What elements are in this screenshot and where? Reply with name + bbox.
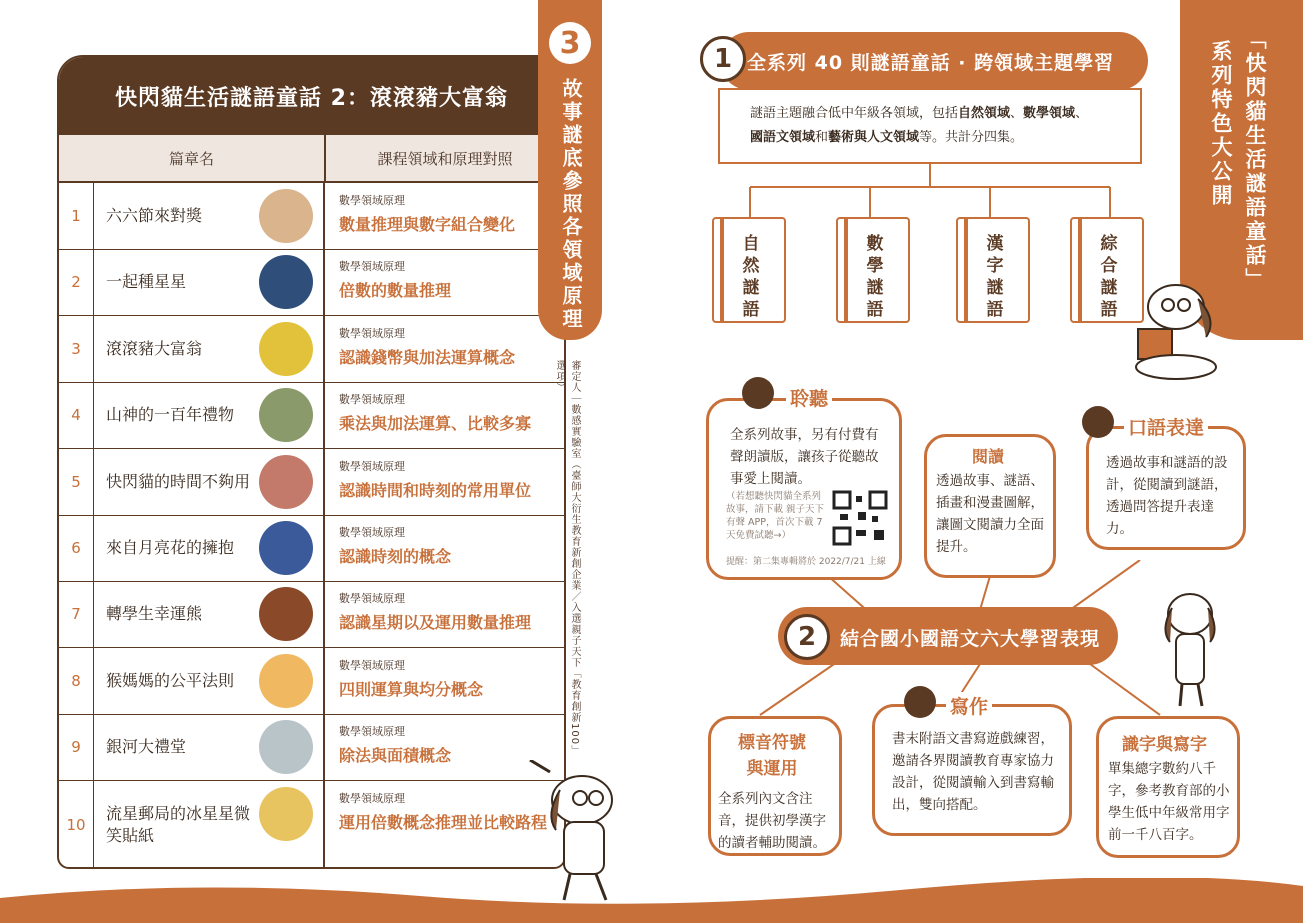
- column-header-chapter: 篇章名: [59, 135, 326, 181]
- chapter-name: 山神的一百年禮物: [106, 405, 235, 425]
- chapter-name: 滾滾豬大富翁: [106, 338, 203, 358]
- chapter-name-cell: [94, 183, 325, 249]
- book-label: 漢字謎語: [986, 234, 1004, 320]
- row-number: 5: [59, 449, 94, 515]
- chapter-name-cell: [94, 249, 325, 315]
- table-row: [59, 714, 564, 781]
- curriculum-principle: 認識星期以及運用數量推理: [339, 613, 532, 633]
- curriculum-area: 數學領域原理: [339, 194, 405, 207]
- table-row: [59, 183, 564, 250]
- chapter-name: 轉學生幸運熊: [106, 604, 203, 624]
- chapter-name: 來自月亮花的擁抱: [106, 538, 235, 557]
- listening-note: （若想聽快閃貓全系列故事，請下載 親子天下有聲 APP，首次下載 7 天免費試聽→）: [726, 491, 825, 541]
- oral-expression-title: 口語表達: [1124, 413, 1208, 440]
- table-title: 快閃貓生活謎語童話 2：滾滾豬大富翁: [59, 57, 564, 135]
- book-label: 綜合謎語: [1100, 234, 1118, 320]
- character-title: 識字與寫字: [1118, 730, 1211, 755]
- curriculum-area: 數學領域原理: [339, 791, 405, 805]
- curriculum-cell: [325, 382, 564, 448]
- book-chinese-character-riddles: [956, 217, 1036, 325]
- curriculum-principle: 認識錢幣與加法運算概念: [339, 347, 516, 367]
- row-number: 7: [59, 581, 94, 647]
- section-number-badge: 3: [549, 22, 591, 64]
- book-math-riddles: [836, 217, 916, 325]
- table-row: [59, 249, 564, 316]
- phonetic-title: 標音符號 與運用: [734, 730, 810, 782]
- chapter-name: 一起種星星: [106, 272, 187, 292]
- pencil-icon: [904, 686, 936, 718]
- curriculum-area: 數學領域原理: [339, 393, 405, 407]
- section-2-title: 結合國小國語文六大學習表現: [840, 628, 1101, 650]
- chapter-thumbnail: [259, 521, 313, 575]
- character-body: 單集總字數約八千字，參考教育部的小學生低中年級常用字前一千八百字。: [1108, 761, 1230, 843]
- chapter-name-cell: [94, 515, 325, 581]
- curriculum-area: 數學領域原理: [339, 260, 405, 274]
- curriculum-area: 數學領域原理: [339, 526, 405, 539]
- listening-title: 聆聽: [786, 384, 832, 411]
- chapter-thumbnail: [259, 189, 313, 243]
- curriculum-cell: [325, 581, 564, 647]
- listening-body: 全系列故事，另有付費有聲朗讀版，讓孩子從聽故事愛上閱讀。: [730, 427, 879, 487]
- row-number: 2: [59, 249, 94, 315]
- row-number: 8: [59, 648, 94, 714]
- chapter-thumbnail: [259, 787, 313, 841]
- section-1-title: 全系列 40 則謎語童話 · 跨領域主題學習: [747, 52, 1115, 74]
- book-nature-riddles: [712, 217, 792, 325]
- row-number: 3: [59, 316, 94, 382]
- writing-body: 書末附語文書寫遊戲練習，邀請各界閱讀教育專家協力設計，從閱讀輸入到書寫輸出，雙向搭配。: [892, 731, 1054, 813]
- curriculum-principle: 除法與面積概念: [339, 746, 452, 766]
- curriculum-principle: 認識時刻的概念: [339, 547, 452, 566]
- chapter-name-cell: [94, 449, 325, 515]
- curriculum-principle: 數量推理與數字組合變化: [339, 215, 516, 234]
- book-label: 自然謎語: [742, 234, 760, 320]
- row-number: 10: [59, 781, 94, 869]
- reviewer-credit: 審定人｜數感實驗室（臺師大衍生教育新創企業／入選親子天下「教育創新100」選項）: [554, 360, 580, 757]
- standing-dog-illustration: [1150, 590, 1230, 710]
- writing-title: 寫作: [946, 692, 992, 719]
- chapter-thumbnail: [259, 654, 313, 708]
- curriculum-principle: 乘法與加法運算、比較多寡: [339, 414, 532, 434]
- section-2-number: 2: [784, 614, 830, 660]
- table-row: [59, 581, 564, 648]
- phonetic-body: 全系列內文含注音，提供初學漢字的讀者輔助閱讀。: [718, 791, 826, 851]
- bottom-wave-decoration: [0, 878, 1303, 923]
- curriculum-cell: [325, 183, 564, 249]
- chapter-thumbnail: [259, 388, 313, 442]
- reading-dog-illustration: [1128, 275, 1228, 385]
- curriculum-cell: [325, 316, 564, 382]
- row-number: 4: [59, 382, 94, 448]
- section-tab-title: 故事謎底參照各領域原理: [559, 78, 583, 331]
- chapter-name-cell: [94, 648, 325, 714]
- curriculum-principle: 四則運算與均分概念: [339, 679, 484, 699]
- row-number: 6: [59, 515, 94, 581]
- curriculum-cell: [325, 515, 564, 581]
- oral-expression-body: 透過故事和謎語的設計，從閱讀到謎語，透過問答提升表達力。: [1106, 455, 1228, 537]
- table-row: [59, 382, 564, 449]
- table-row: [59, 316, 564, 383]
- qr-code-icon[interactable]: [832, 490, 888, 546]
- column-header-curriculum: 課程領域和原理對照: [377, 149, 513, 168]
- chapter-thumbnail: [259, 587, 313, 641]
- series-features-title: 系列特色大公開: [1209, 40, 1233, 208]
- reading-title: 閱讀: [968, 444, 1008, 467]
- listening-tip: 提醒：第二集專輯將於 2022/7/21 上線: [726, 557, 886, 567]
- curriculum-principle: 認識時間和時刻的常用單位: [339, 480, 532, 500]
- curriculum-area: 數學領域原理: [339, 459, 405, 473]
- chapter-name-cell: [94, 316, 325, 382]
- series-name: 「快閃貓生活謎語童話」: [1243, 28, 1267, 292]
- chapter-thumbnail: [259, 255, 313, 309]
- section-1-description: 謎語主題融合低中年級各領域，包括自然領域、數學領域、 國語文領域和藝術與人文領域等。共計分四集。: [718, 88, 1142, 164]
- headphones-icon: [742, 377, 774, 409]
- curriculum-area: 數學領域原理: [339, 326, 405, 340]
- curriculum-cell: [325, 249, 564, 315]
- row-number: 9: [59, 714, 94, 780]
- table-row: [59, 515, 564, 582]
- table-row: [59, 648, 564, 715]
- reading-body: 透過故事、謎語、插畫和漫畫圖解，讓圖文閱讀力全面提升。: [936, 473, 1044, 555]
- curriculum-area: 數學領域原理: [339, 592, 405, 606]
- chapter-thumbnail: [259, 455, 313, 509]
- chapter-name-cell: [94, 781, 325, 869]
- curriculum-cell: [325, 449, 564, 515]
- dog-teacher-illustration: [520, 760, 630, 910]
- book-label: 數學謎語: [866, 234, 884, 320]
- book-connector-lines: [700, 163, 1160, 223]
- chapter-name: 流星郵局的冰星星微笑貼紙: [106, 803, 251, 845]
- chapter-name: 六六節來對獎: [106, 206, 203, 225]
- table-header: [59, 135, 564, 183]
- curriculum-principle: 運用倍數概念推理並比較路程: [339, 812, 548, 832]
- chapter-name: 銀河大禮堂: [106, 737, 187, 757]
- chapter-thumbnail: [259, 720, 313, 774]
- curriculum-principle: 倍數的數量推理: [339, 281, 452, 301]
- curriculum-cell: [325, 648, 564, 714]
- chapter-table: [57, 55, 566, 869]
- curriculum-area: 數學領域原理: [339, 725, 405, 739]
- chapter-name: 快閃貓的時間不夠用: [106, 471, 251, 491]
- chapter-thumbnail: [259, 322, 313, 376]
- chapter-name-cell: [94, 382, 325, 448]
- curriculum-area: 數學領域原理: [339, 658, 405, 672]
- chapter-name-cell: [94, 581, 325, 647]
- speech-bubble-icon: [1082, 406, 1114, 438]
- table-row: [59, 449, 564, 516]
- row-number: 1: [59, 183, 94, 249]
- chapter-name-cell: [94, 714, 325, 780]
- table-row: [59, 781, 564, 869]
- section-1-number: 1: [700, 36, 746, 82]
- chapter-name: 猴媽媽的公平法則: [106, 670, 235, 690]
